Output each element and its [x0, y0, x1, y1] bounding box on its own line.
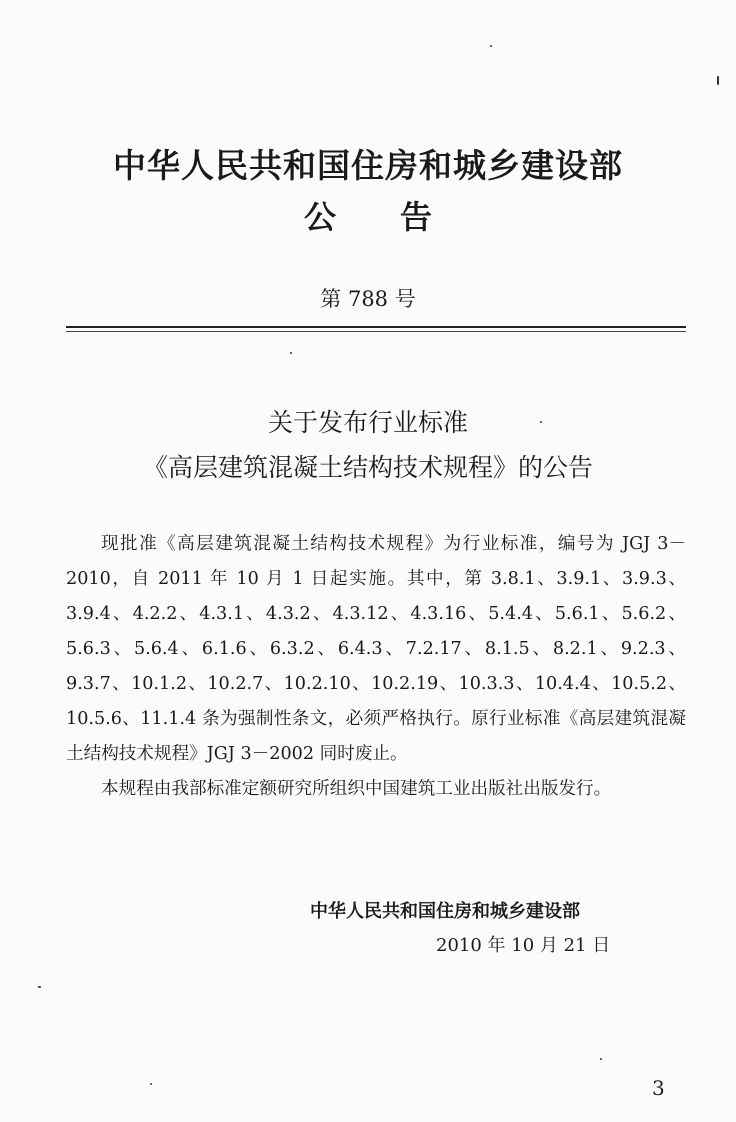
- scan-speck: [38, 986, 41, 988]
- ministry-title: 中华人民共和国住房和城乡建设部: [113, 146, 623, 185]
- scan-speck: [490, 45, 492, 47]
- signature-ministry: 中华人民共和国住房和城乡建设部: [310, 901, 580, 922]
- notice-body: [66, 527, 686, 807]
- notice-heading: 公告: [303, 198, 496, 236]
- header-rule-thick: [66, 326, 686, 328]
- scan-speck: [150, 1083, 152, 1085]
- body-paragraph-1: 现批准《高层建筑混凝土结构技术规程》为行业标准，编号为 JGJ 3－2010，自 2011 年 10 月 1 日起实施。其中，第 3.8.1、3.9.1、3.9.3、3.9.4、4.2.2、4.3.1、4.3.2、4.3.12、4.3.16、5.4.4、5.6.1、5.6.2、5.6.3、5.6.4、6.1.6、6.3.2、6.4.3、7.2.17、8.1.5、8.2.1、9.2.3、9.3.7、10.1.2、10.2.7、10.2.10、10.2.19、10.3.3、10.4.4、10.5.2、10.5.6、11.1.4 条为强制性条文，必须严格执行。原行业标准《高层建筑混凝土结构技术规程》JGJ 3－2002 同时废止。: [66, 534, 686, 764]
- issue-number: 第 788 号: [320, 287, 416, 311]
- page-number: 3: [652, 1076, 665, 1100]
- subject-line-1: 关于发布行业标准: [267, 408, 468, 437]
- header-rule-thin: [66, 331, 686, 332]
- signature-date: 2010 年 10 月 21 日: [436, 935, 611, 956]
- scan-speck: [540, 421, 542, 423]
- subject-line-2: 《高层建筑混凝土结构技术规程》的公告: [142, 453, 593, 482]
- scan-speck: [290, 352, 292, 354]
- scan-speck: [717, 76, 719, 85]
- body-paragraph-2: 本规程由我部标准定额研究所组织中国建筑工业出版社出版发行。: [101, 779, 612, 799]
- scan-speck: [600, 1058, 602, 1060]
